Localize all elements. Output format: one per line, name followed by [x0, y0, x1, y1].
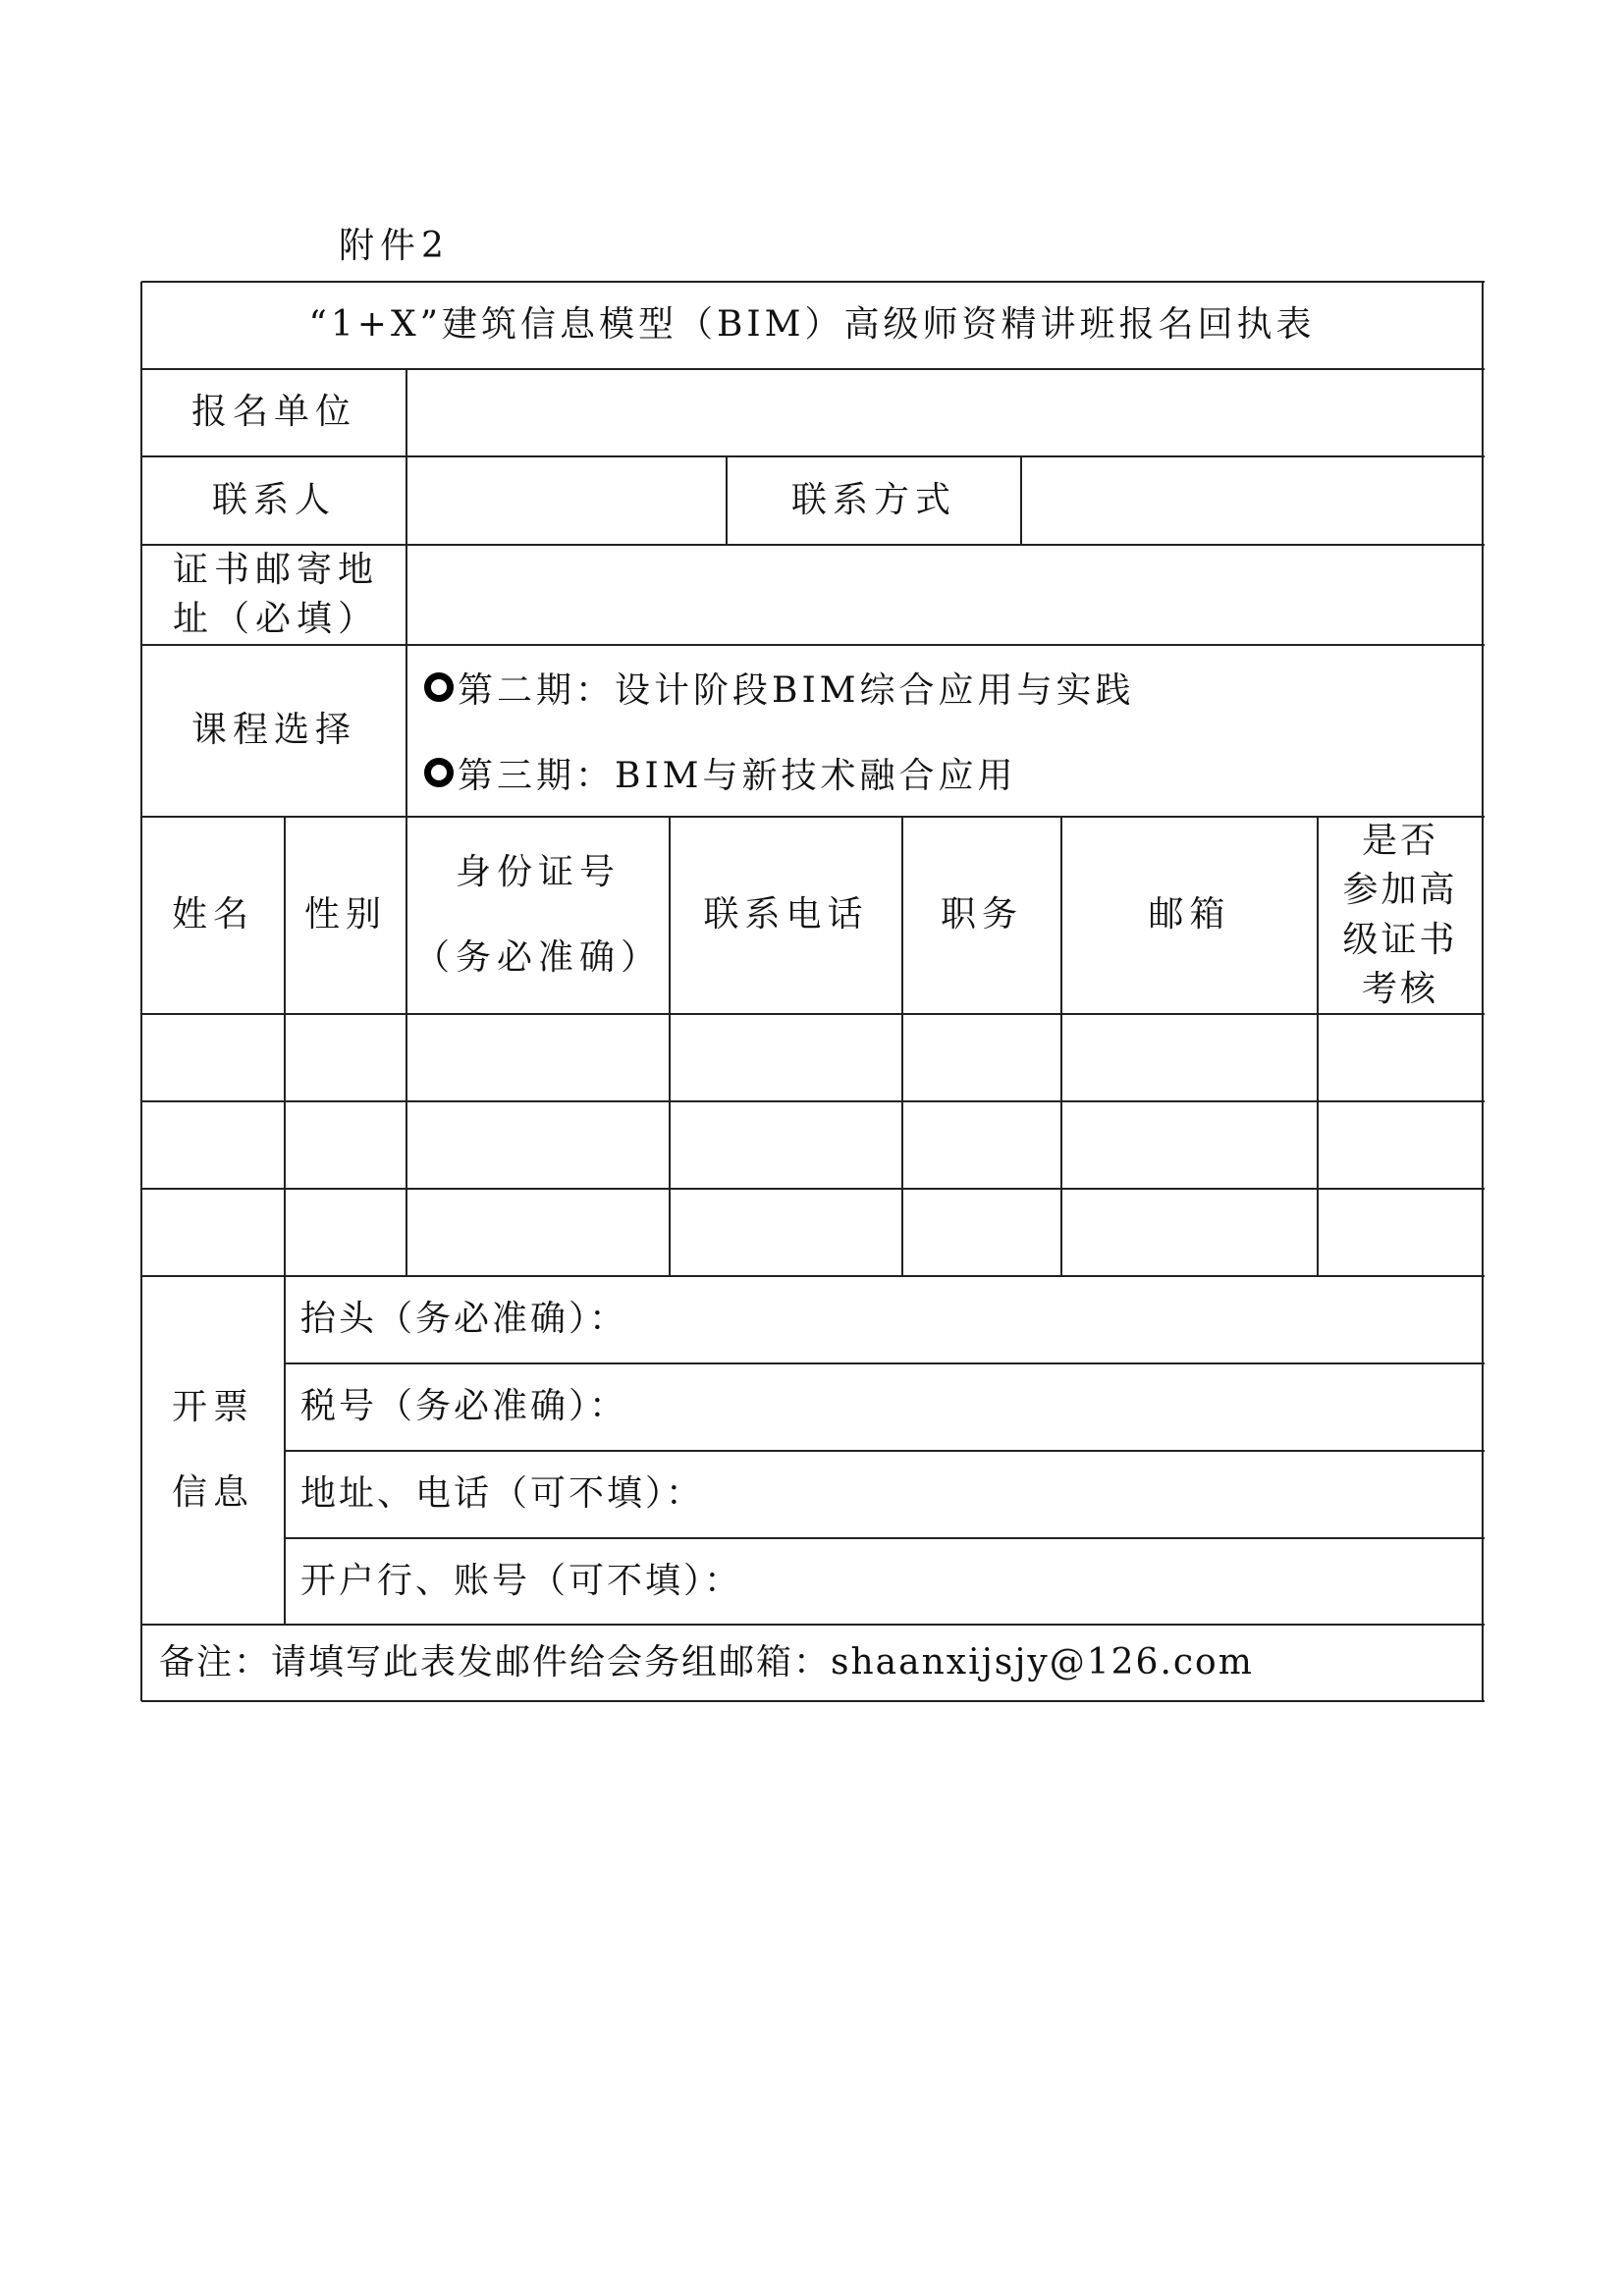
invoice-tax-number-field[interactable]: 税号（务必准确）： [300, 1386, 628, 1427]
table-border [141, 1700, 1485, 1702]
participant-2-phone-input[interactable] [670, 1101, 902, 1189]
participant-2-gender-input[interactable] [285, 1101, 406, 1189]
header-id-line1: 身份证号 [455, 852, 621, 893]
footer-note: 备注：请填写此表发邮件给会务组邮箱：shaanxijsjy@126.com [159, 1641, 1254, 1682]
contact-person-label: 联系人 [211, 479, 336, 520]
participant-3-phone-input[interactable] [670, 1189, 902, 1276]
header-name: 姓名 [171, 894, 254, 935]
table-border [141, 1100, 1485, 1102]
address-label [141, 545, 406, 645]
participant-2-email-input[interactable] [1061, 1101, 1318, 1189]
course-option-1[interactable] [424, 663, 1135, 712]
invoice-bank-account-field[interactable]: 开户行、账号（可不填）： [300, 1560, 743, 1601]
table-border [1317, 817, 1319, 1276]
course-label: 课程选择 [190, 710, 356, 751]
header-exam [1318, 817, 1483, 1014]
table-border [1060, 817, 1062, 1276]
form-title: “1+X”建筑信息模型（BIM）高级师资精讲班报名回执表 [308, 304, 1316, 346]
contact-person-input[interactable] [406, 456, 727, 545]
participant-1-id-number-input[interactable] [406, 1014, 670, 1101]
unit-label: 报名单位 [190, 392, 356, 433]
participant-2-id-number-input[interactable] [406, 1101, 670, 1189]
table-border [285, 1450, 1485, 1452]
table-border [1482, 282, 1484, 1701]
table-border [141, 1188, 1485, 1190]
participant-3-name-input[interactable] [141, 1189, 285, 1276]
invoice-address-phone-field[interactable]: 地址、电话（可不填）： [300, 1473, 705, 1515]
participant-1-position-input[interactable] [902, 1014, 1061, 1101]
table-border [406, 369, 407, 1276]
header-id-line2: （务必准确） [413, 936, 662, 978]
attachment-label: 附件2 [339, 226, 450, 266]
table-border [726, 456, 728, 545]
table-border [285, 1537, 1485, 1539]
address-input[interactable] [406, 545, 1483, 645]
header-exam-line4: 考核 [1361, 968, 1438, 1009]
table-border [140, 282, 142, 1701]
participant-1-exam-input[interactable] [1318, 1014, 1483, 1101]
header-gender: 性别 [303, 894, 387, 935]
participant-2-name-input[interactable] [141, 1101, 285, 1189]
participant-1-gender-input[interactable] [285, 1014, 406, 1101]
header-id-number [406, 817, 670, 1014]
ring-bullet-icon [424, 758, 454, 787]
ring-bullet-icon [424, 672, 454, 702]
participant-1-phone-input[interactable] [670, 1014, 902, 1101]
participant-1-name-input[interactable] [141, 1014, 285, 1101]
table-border [901, 817, 903, 1276]
header-exam-line3: 级证书 [1342, 919, 1458, 960]
participant-2-position-input[interactable] [902, 1101, 1061, 1189]
table-border [141, 368, 1485, 370]
table-border [1020, 456, 1022, 545]
course-option-2[interactable] [424, 748, 1017, 797]
table-border [141, 1624, 1485, 1626]
address-label-line1: 证书邮寄地 [173, 549, 380, 590]
participant-2-exam-input[interactable] [1318, 1101, 1483, 1189]
course-option-1-label: 第二期：设计阶段BIM综合应用与实践 [458, 669, 1135, 711]
table-border [141, 1275, 1485, 1277]
unit-input[interactable] [406, 369, 1483, 456]
table-border [669, 817, 671, 1276]
participant-3-position-input[interactable] [902, 1189, 1061, 1276]
participant-3-email-input[interactable] [1061, 1189, 1318, 1276]
table-border [141, 644, 1485, 646]
contact-method-label: 联系方式 [790, 479, 956, 520]
invoice-label-line2: 信息 [171, 1471, 254, 1513]
participant-3-gender-input[interactable] [285, 1189, 406, 1276]
header-email: 邮箱 [1148, 894, 1231, 935]
participant-3-id-number-input[interactable] [406, 1189, 670, 1276]
header-phone: 联系电话 [703, 894, 869, 935]
header-exam-line2: 参加高 [1342, 870, 1458, 911]
table-border [284, 817, 286, 1625]
table-border [285, 1362, 1485, 1364]
invoice-label [141, 1276, 285, 1625]
table-border [141, 1013, 1485, 1015]
header-exam-line1: 是否 [1361, 820, 1438, 861]
table-border [141, 281, 1485, 283]
table-border [141, 455, 1485, 457]
address-label-line2: 址（必填） [173, 599, 380, 639]
invoice-label-line1: 开票 [171, 1387, 254, 1428]
header-position: 职务 [940, 894, 1023, 935]
table-border [141, 544, 1485, 546]
table-border [141, 816, 1485, 818]
course-option-2-label: 第三期：BIM与新技术融合应用 [458, 755, 1017, 796]
contact-method-input[interactable] [1021, 456, 1483, 545]
participant-1-email-input[interactable] [1061, 1014, 1318, 1101]
invoice-title-field[interactable]: 抬头（务必准确）： [300, 1299, 628, 1340]
participant-3-exam-input[interactable] [1318, 1189, 1483, 1276]
